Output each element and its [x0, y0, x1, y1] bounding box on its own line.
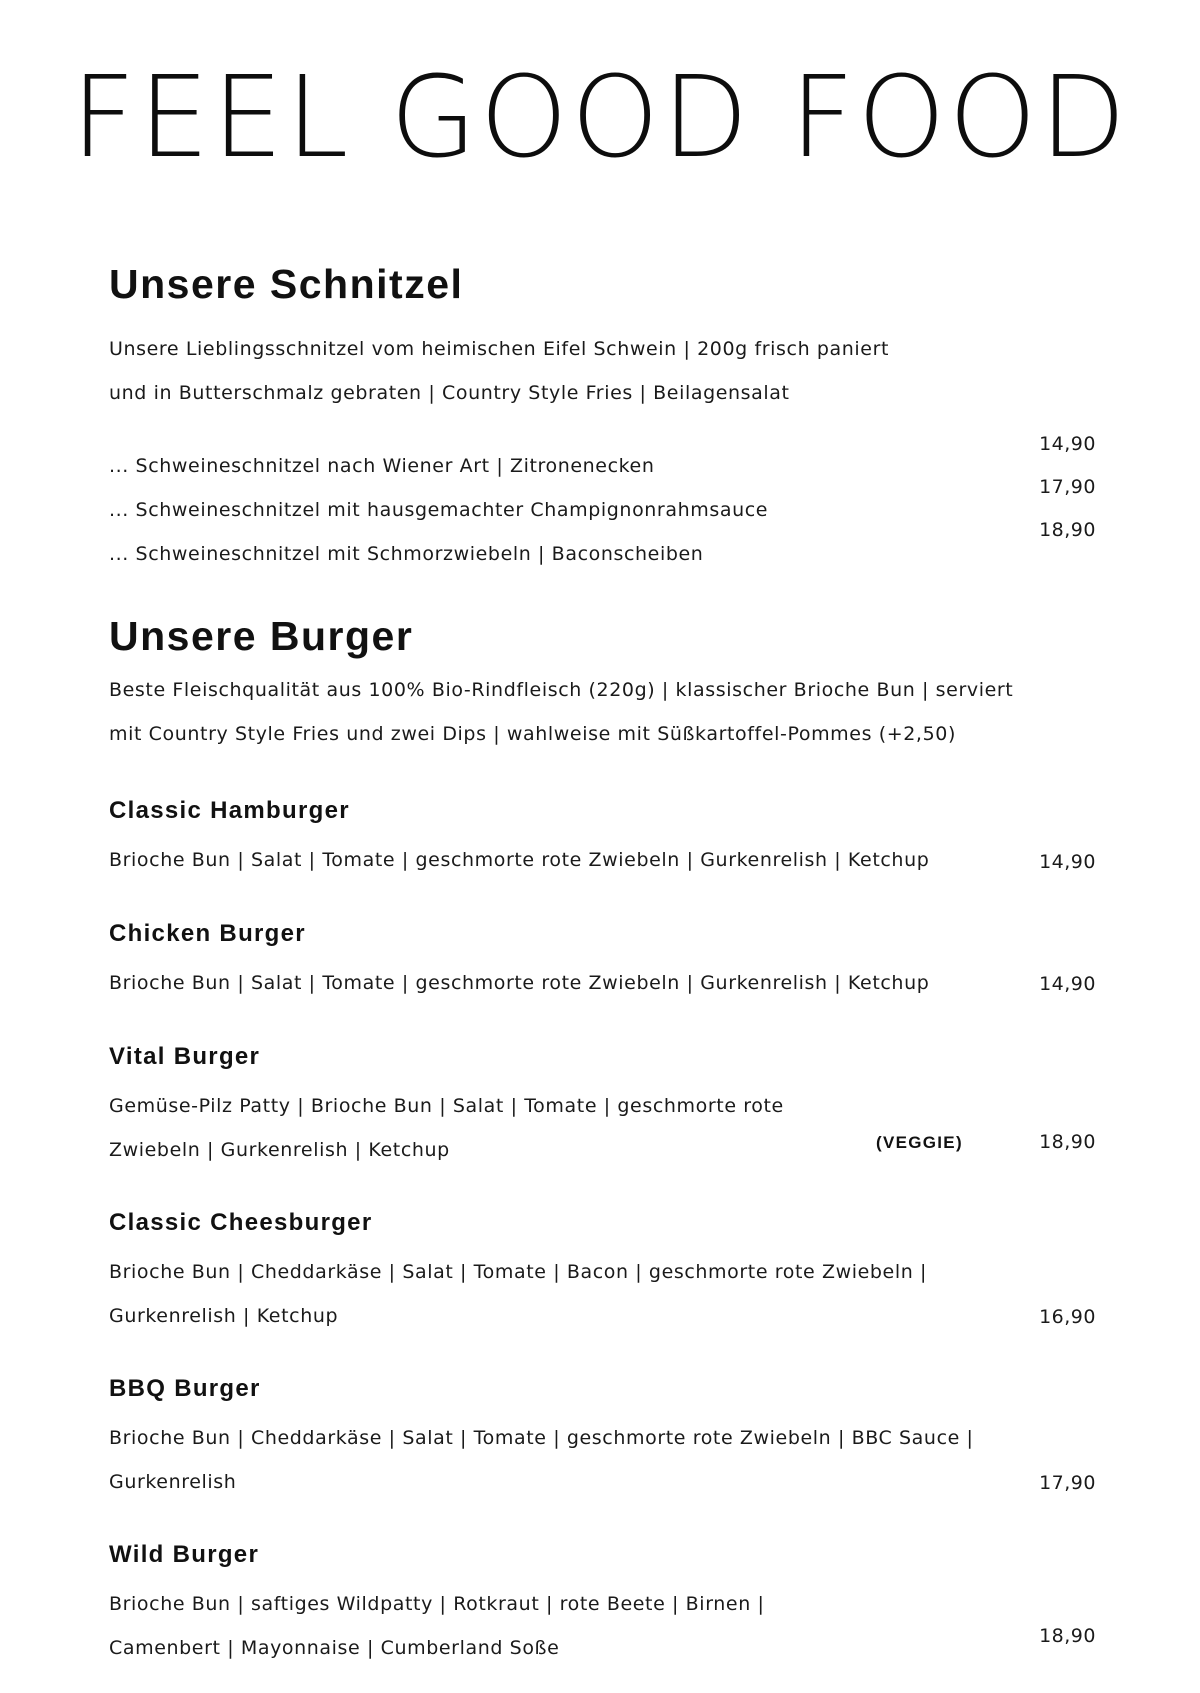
burger-item-price: 16,90	[1039, 1306, 1096, 1328]
burger-item-ingredients: Brioche Bun | saftiges Wildpatty | Rotkraut | rote Beete | Birnen |	[109, 1593, 765, 1615]
burger-item-ingredients: Gurkenrelish | Ketchup	[109, 1305, 339, 1327]
schnitzel-heading: Unsere Schnitzel	[109, 261, 464, 307]
schnitzel-item-name: ... Schweineschnitzel nach Wiener Art | Zitronenecken	[109, 455, 655, 477]
burger-description-line: Beste Fleischqualität aus 100% Bio-Rindfleisch (220g) | klassischer Brioche Bun | serviert	[109, 679, 1014, 701]
burger-heading: Unsere Burger	[109, 613, 414, 659]
burger-item-ingredients: Brioche Bun | Cheddarkäse | Salat | Tomate | Bacon | geschmorte rote Zwiebeln |	[109, 1261, 928, 1283]
schnitzel-item-name: ... Schweineschnitzel mit hausgemachter Champignonrahmsauce	[109, 499, 769, 521]
burger-item-price: 14,90	[1039, 851, 1096, 873]
schnitzel-item-price: 17,90	[1039, 476, 1096, 498]
burger-item-name: Wild Burger	[109, 1541, 260, 1568]
burger-item-name: Vital Burger	[109, 1043, 261, 1070]
burger-item-ingredients: Brioche Bun | Salat | Tomate | geschmorte rote Zwiebeln | Gurkenrelish | Ketchup	[109, 972, 930, 994]
burger-description-line: mit Country Style Fries und zwei Dips | wahlweise mit Süßkartoffel-Pommes (+2,50)	[109, 723, 956, 745]
burger-item-price: 18,90	[1039, 1131, 1096, 1153]
burger-item-price: 17,90	[1039, 1472, 1096, 1494]
schnitzel-item-name: ... Schweineschnitzel mit Schmorzwiebeln | Baconscheiben	[109, 543, 704, 565]
burger-item-ingredients: Gemüse-Pilz Patty | Brioche Bun | Salat | Tomate | geschmorte rote	[109, 1095, 784, 1117]
burger-item-ingredients: Brioche Bun | Salat | Tomate | geschmorte rote Zwiebeln | Gurkenrelish | Ketchup	[109, 849, 930, 871]
burger-item-price: 18,90	[1039, 1625, 1096, 1647]
burger-item-ingredients: Zwiebeln | Gurkenrelish | Ketchup	[109, 1139, 450, 1161]
burger-item-ingredients: Gurkenrelish	[109, 1471, 237, 1493]
burger-item-ingredients: Camenbert | Mayonnaise | Cumberland Soße	[109, 1637, 560, 1659]
burger-item-price: 14,90	[1039, 973, 1096, 995]
burger-item-name: Chicken Burger	[109, 920, 306, 947]
schnitzel-item-price: 18,90	[1039, 519, 1096, 541]
schnitzel-item-price: 14,90	[1039, 433, 1096, 455]
schnitzel-description-line: Unsere Lieblingsschnitzel vom heimischen Eifel Schwein | 200g frisch paniert	[109, 338, 890, 360]
veggie-badge: (VEGGIE)	[876, 1133, 963, 1152]
burger-item-name: Classic Hamburger	[109, 797, 350, 824]
burger-item-name: BBQ Burger	[109, 1375, 261, 1402]
schnitzel-description-line: und in Butterschmalz gebraten | Country Style Fries | Beilagensalat	[109, 382, 790, 404]
burger-item-name: Classic Cheesburger	[109, 1209, 373, 1236]
menu-title: FEEL GOOD FOOD	[71, 53, 1129, 183]
burger-item-ingredients: Brioche Bun | Cheddarkäse | Salat | Tomate | geschmorte rote Zwiebeln | BBC Sauce |	[109, 1427, 974, 1449]
